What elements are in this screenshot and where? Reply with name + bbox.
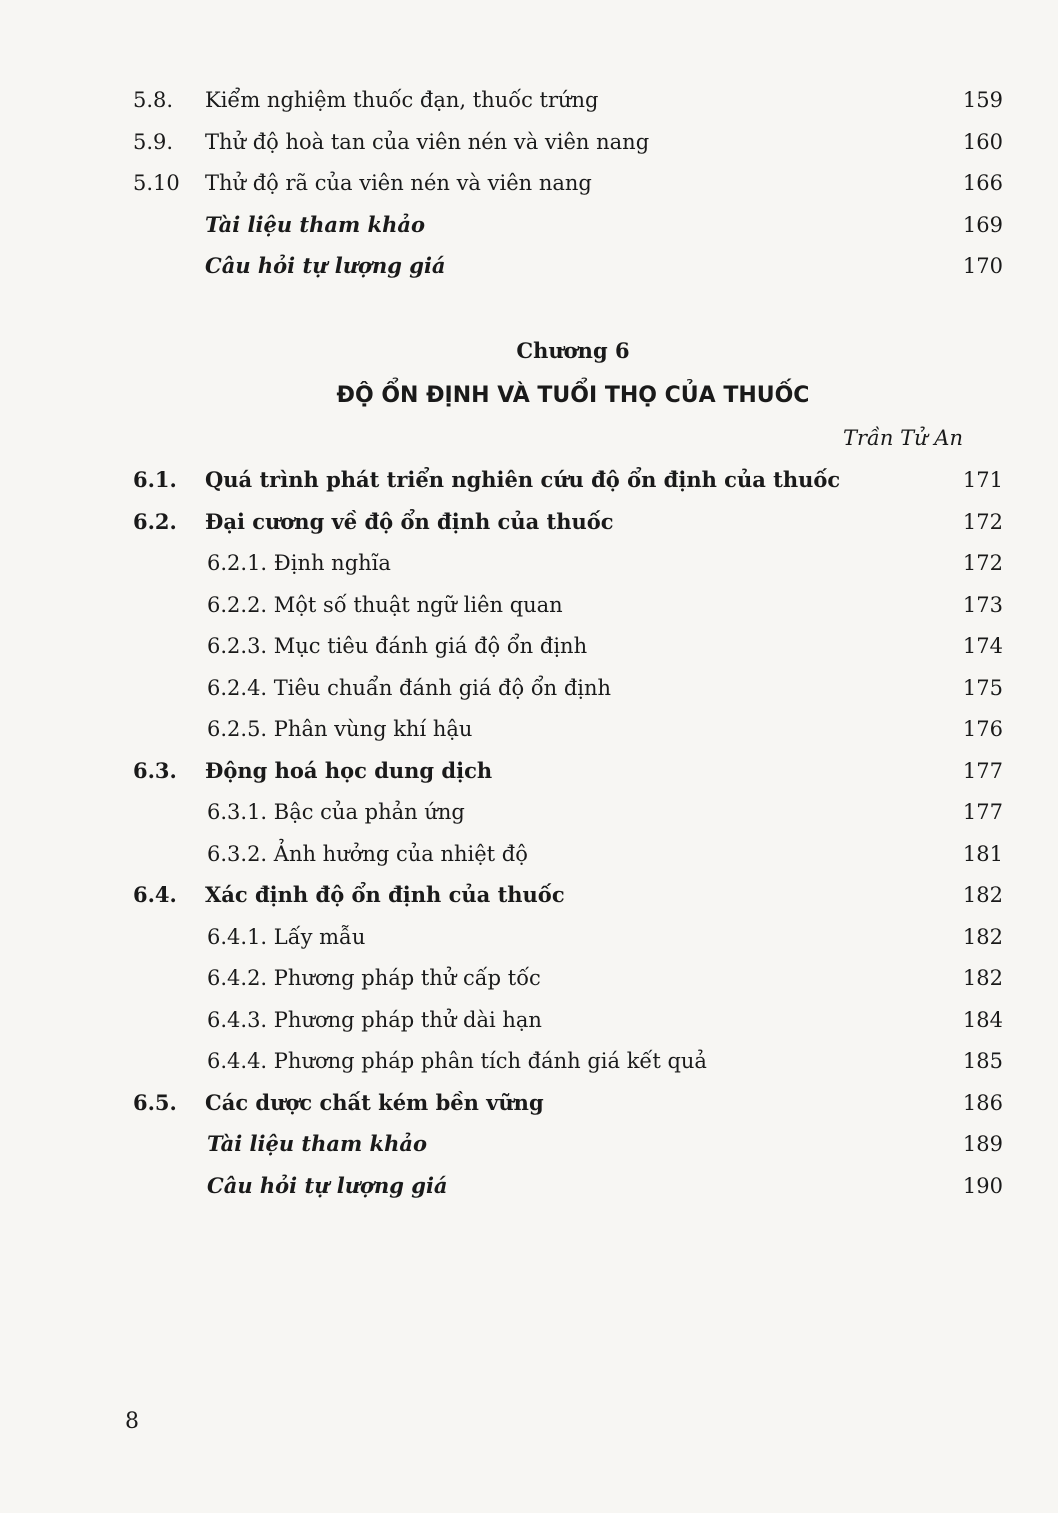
toc-entry: [0, 122, 1058, 162]
toc-entry: [0, 709, 1058, 749]
toc-entry-title: Các dược chất kém bền vững: [205, 1089, 544, 1115]
toc-entry-title: 6.4.3. Phương pháp thử dài hạn: [207, 1007, 542, 1032]
toc-entry-number: 6.3.: [133, 757, 177, 783]
toc-entry-title: 6.3.2. Ảnh hưởng của nhiệt độ: [207, 841, 528, 866]
toc-entry: [0, 502, 1058, 542]
toc-entry-title: Tài liệu tham khảo: [207, 1131, 427, 1156]
toc-entry-page: 173: [962, 592, 1003, 617]
chapter-author: Trần Tử An: [842, 426, 963, 450]
toc-entry: [0, 246, 1058, 286]
toc-entry-title: 6.2.2. Một số thuật ngữ liên quan: [207, 592, 563, 617]
toc-entry-number: 5.10: [133, 171, 180, 195]
toc-entry-title: 6.4.4. Phương pháp phân tích đánh giá kết quả: [207, 1049, 707, 1073]
toc-entry: [0, 1083, 1058, 1123]
toc-entry-title: 6.4.1. Lấy mẫu: [207, 924, 366, 949]
toc-entry: [0, 626, 1058, 666]
toc-entry-page: 185: [962, 1049, 1003, 1073]
toc-entry: [0, 958, 1058, 998]
toc-entry: [0, 205, 1058, 245]
toc-entry-page: 182: [962, 883, 1003, 907]
toc-entry-title: Câu hỏi tự lượng giá: [205, 253, 446, 278]
toc-entry-title: 6.3.1. Bậc của phản ứng: [207, 800, 465, 824]
toc-entry-page: 190: [962, 1173, 1003, 1198]
toc-entry-number: 5.8.: [133, 88, 174, 112]
toc-entry-number: 6.5.: [133, 1089, 177, 1115]
toc-entry: [0, 751, 1058, 791]
toc-entry-title: Quá trình phát triển nghiên cứu độ ổn định của thuốc: [205, 467, 841, 492]
toc-entry-title: 6.2.1. Định nghĩa: [207, 551, 391, 575]
toc-entry-page: 172: [962, 509, 1003, 534]
toc-entry: [0, 585, 1058, 625]
page-number: 8: [125, 1409, 139, 1434]
toc-entry-page: 159: [962, 88, 1003, 112]
toc-entry: [0, 834, 1058, 874]
toc-entry-page: 170: [962, 254, 1003, 278]
toc-entry-page: 169: [962, 212, 1003, 237]
toc-entry: [0, 875, 1058, 915]
chapter-title: ĐỘ ỔN ĐỊNH VÀ TUỔI THỌ CỦA THUỐC: [336, 383, 810, 408]
toc-entry-title: Động hoá học dung dịch: [205, 757, 493, 783]
toc-entry: [0, 1000, 1058, 1040]
toc-entry-number: 5.9.: [133, 129, 174, 154]
toc-entry-page: 177: [962, 758, 1003, 783]
toc-entry-title: Tài liệu tham khảo: [205, 211, 425, 237]
toc-entry-page: 182: [962, 966, 1003, 990]
toc-entry-title: 6.2.3. Mục tiêu đánh giá độ ổn định: [207, 634, 588, 658]
toc-entry-page: 177: [962, 800, 1003, 824]
toc-entry: [0, 792, 1058, 832]
toc-entry-page: 186: [962, 1090, 1003, 1115]
toc-entry-title: Thử độ rã của viên nén và viên nang: [205, 171, 592, 195]
toc-entry: [0, 1124, 1058, 1164]
toc-entry-page: 160: [962, 129, 1003, 154]
toc-entry-title: 6.4.2. Phương pháp thử cấp tốc: [207, 966, 541, 990]
toc-entry-number: 6.4.: [133, 882, 177, 907]
toc-entry-page: 175: [962, 675, 1003, 700]
toc-entry-page: 189: [962, 1132, 1003, 1156]
toc-entry-page: 184: [962, 1007, 1003, 1032]
chapter-label: Chương 6: [516, 338, 630, 363]
toc-entry-page: 174: [962, 634, 1003, 658]
toc-entry: [0, 1041, 1058, 1081]
toc-entry: [0, 80, 1058, 120]
toc-entry-page: 182: [962, 924, 1003, 949]
toc-entry-title: Thử độ hoà tan của viên nén và viên nang: [205, 129, 650, 154]
toc-entry-page: 171: [962, 468, 1003, 492]
toc-entry-page: 172: [962, 551, 1003, 575]
toc-entry: [0, 668, 1058, 708]
toc-entry: [0, 543, 1058, 583]
toc-entry-title: 6.2.5. Phân vùng khí hậu: [207, 717, 473, 741]
toc-entry-title: Kiểm nghiệm thuốc đạn, thuốc trứng: [205, 88, 599, 112]
toc-entry-number: 6.2.: [133, 508, 177, 534]
toc-entry: [0, 1166, 1058, 1206]
toc-entry-page: 166: [962, 171, 1003, 195]
toc-entry-title: Xác định độ ổn định của thuốc: [205, 882, 565, 907]
toc-entry-title: 6.2.4. Tiêu chuẩn đánh giá độ ổn định: [207, 675, 612, 700]
toc-entry: [0, 917, 1058, 957]
toc-entry-page: 181: [962, 841, 1003, 866]
toc-entry-title: Đại cương về độ ổn định của thuốc: [205, 508, 614, 534]
toc-entry: [0, 163, 1058, 203]
toc-entry-page: 176: [962, 717, 1003, 741]
toc-entry: [0, 460, 1058, 500]
toc-entry-number: 6.1.: [133, 467, 177, 492]
toc-entry-title: Câu hỏi tự lượng giá: [207, 1172, 448, 1198]
